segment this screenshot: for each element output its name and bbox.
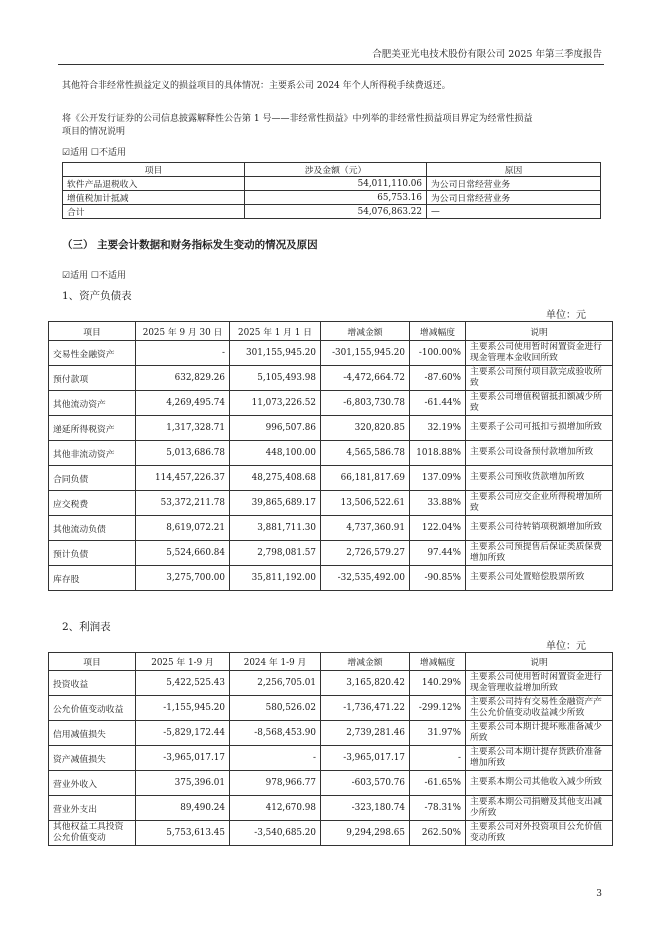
column-header: 项目 [49,322,136,341]
table-cell: 预计负债 [49,541,136,566]
column-header: 涉及金额（元） [245,163,427,177]
page-number: 3 [596,889,602,899]
table-cell: 2,726,579.27 [321,541,410,566]
table-cell: 递延所得税资产 [49,416,136,441]
table-cell: 其他权益工具投资公允价值变动 [49,821,136,846]
table-cell: 114,457,226.37 [136,466,230,491]
table-cell: 54,076,863.22 [245,205,427,219]
table-cell: - [230,746,321,771]
table-cell: 资产减值损失 [49,746,136,771]
applicable-checkbox-1: ☑适用 ☐不适用 [62,148,126,158]
column-header: 增减幅度 [410,653,466,671]
table-row [49,746,613,771]
table-cell: 5,105,493.98 [230,366,321,391]
recurring-items-table [62,162,601,219]
table-cell: -90.85% [410,566,466,591]
table-cell: 主要系公司处置赔偿股票所致 [466,566,613,591]
column-header: 2025 年 1 月 1 日 [230,322,321,341]
column-header: 增减金额 [321,322,410,341]
table-cell: 其他流动负债 [49,516,136,541]
table-cell: 996,507.86 [230,416,321,441]
table-cell: 应交税费 [49,491,136,516]
reclassification-text-line2: 项目的情况说明 [62,127,126,137]
table-cell: - [136,341,230,366]
table-cell: 主要系子公司可抵扣亏损增加所致 [466,416,613,441]
table-cell: 合计 [63,205,245,219]
column-header: 原因 [427,163,601,177]
column-header: 增减幅度 [410,322,466,341]
table-cell: 2,798,081.57 [230,541,321,566]
reclassification-text-line1: 将《公开发行证券的公司信息披露解释性公告第 1 号——非经常性损益》中列举的非经常性损益项目界定为经常性损益 [62,114,533,124]
table-cell: 4,737,360.91 [321,516,410,541]
table-cell: 为公司日常经营业务 [427,177,601,191]
table-cell: -4,472,664.72 [321,366,410,391]
table-cell: 448,100.00 [230,441,321,466]
table-cell: 主要系公司设备预付款增加所致 [466,441,613,466]
table-cell: 66,181,817.69 [321,466,410,491]
table-cell: 3,275,700.00 [136,566,230,591]
table-cell: -3,965,017.17 [136,746,230,771]
table-row [49,771,613,796]
column-header: 2025 年 9 月 30 日 [136,322,230,341]
table-row [49,391,613,416]
table-cell: 主要系公司本期计提坏账准备减少所致 [466,721,613,746]
table-cell: -299.12% [410,696,466,721]
table-cell: 主要系公司对外投资项目公允价值变动所致 [466,821,613,846]
table-cell: 主要系公司预收货款增加所致 [466,466,613,491]
table-cell: 48,275,408.68 [230,466,321,491]
table-cell: 其他流动资产 [49,391,136,416]
document-title: 合肥美亚光电技术股份有限公司 2025 年第三季度报告 [372,49,602,60]
table-cell: 137.09% [410,466,466,491]
table-row [49,466,613,491]
header-divider [58,64,604,65]
table-cell: -61.65% [410,771,466,796]
balance-sheet-subtitle: 1、资产负债表 [62,290,132,302]
table-cell: -32,535,492.00 [321,566,410,591]
table-cell: 主要系公司预付项目款完成验收所致 [466,366,613,391]
applicable-checkbox-2: ☑适用 ☐不适用 [62,271,126,281]
table-row [49,341,613,366]
table-row [49,441,613,466]
table-cell: — [427,205,601,219]
table-cell: 140.29% [410,671,466,696]
table-row [49,696,613,721]
table-cell: 主要系公司增值税留抵扣额减少所致 [466,391,613,416]
table-cell: - [410,746,466,771]
table-header-row [49,322,613,341]
table-cell: 978,966.77 [230,771,321,796]
table-cell: 投资收益 [49,671,136,696]
table-cell: 交易性金融资产 [49,341,136,366]
table-cell: 主要系公司持有交易性金融资产产生公允价值变动收益减少所致 [466,696,613,721]
table-cell: -5,829,172.44 [136,721,230,746]
table-header-row [63,163,601,177]
table-cell: 为公司日常经营业务 [427,191,601,205]
table-row [49,491,613,516]
table-cell: -3,965,017.17 [321,746,410,771]
table-cell: 5,013,686.78 [136,441,230,466]
table-cell: 32.19% [410,416,466,441]
table-cell: 营业外收入 [49,771,136,796]
column-header: 2024 年 1-9 月 [230,653,321,671]
section-heading: （三） 主要会计数据和财务指标发生变动的情况及原因 [62,239,318,251]
table-cell: -323,180.74 [321,796,410,821]
table-row [63,191,601,205]
table-row [49,671,613,696]
table-cell: 9,294,298.65 [321,821,410,846]
table-cell: -78.31% [410,796,466,821]
table-cell: 53,372,211.78 [136,491,230,516]
table-cell: 1,317,328.71 [136,416,230,441]
table-cell: -301,155,945.20 [321,341,410,366]
table-cell: 4,269,495.74 [136,391,230,416]
table-cell: 增值税加计抵减 [63,191,245,205]
table-cell: -1,155,945.20 [136,696,230,721]
table-cell: 33.88% [410,491,466,516]
column-header: 说明 [466,322,613,341]
table-cell: 412,670.98 [230,796,321,821]
table-cell: 5,524,660.84 [136,541,230,566]
table-cell: 公允价值变动收益 [49,696,136,721]
table-cell: 2,256,705.01 [230,671,321,696]
table-row [49,516,613,541]
table-cell: 2,739,281.46 [321,721,410,746]
table-cell: 3,165,820.42 [321,671,410,696]
balance-sheet-table [48,321,613,591]
table-cell: 35,811,192.00 [230,566,321,591]
table-cell: 13,506,522.61 [321,491,410,516]
table-cell: 39,865,689.17 [230,491,321,516]
table-cell: -8,568,453.90 [230,721,321,746]
table-row [63,205,601,219]
balance-unit-label: 单位：元 [546,310,586,321]
table-cell: 预付款项 [49,366,136,391]
table-row [49,821,613,846]
table-cell: -1,736,471.22 [321,696,410,721]
column-header: 项目 [49,653,136,671]
column-header: 说明 [466,653,613,671]
table-cell: 主要系公司使用暂时闲置资金进行现金管理收益增加所致 [466,671,613,696]
table-cell: -6,803,730.78 [321,391,410,416]
table-cell: -3,540,685.20 [230,821,321,846]
table-cell: 580,526.02 [230,696,321,721]
table-cell: 主要系公司应交企业所得税增加所致 [466,491,613,516]
income-unit-label: 单位：元 [546,641,586,652]
table-cell: 4,565,586.78 [321,441,410,466]
table-row [63,177,601,191]
table-cell: 65,753.16 [245,191,427,205]
income-statement-table [48,652,613,846]
table-header-row [49,653,613,671]
table-cell: 301,155,945.20 [230,341,321,366]
table-cell: -603,570.76 [321,771,410,796]
table-row [49,541,613,566]
table-cell: 主要系公司预提售后保证类质保费增加所致 [466,541,613,566]
column-header: 2025 年 1-9 月 [136,653,230,671]
table-cell: 3,881,711.30 [230,516,321,541]
table-row [49,366,613,391]
table-cell: 软件产品退税收入 [63,177,245,191]
table-row [49,416,613,441]
table-cell: 320,820.85 [321,416,410,441]
income-statement-subtitle: 2、利润表 [62,621,111,633]
table-cell: 632,829.26 [136,366,230,391]
table-cell: -100.00% [410,341,466,366]
table-cell: -87.60% [410,366,466,391]
table-row [49,721,613,746]
table-cell: 合同负债 [49,466,136,491]
table-cell: 主要系本期公司其他收入减少所致 [466,771,613,796]
table-cell: 营业外支出 [49,796,136,821]
table-cell: 375,396.01 [136,771,230,796]
table-cell: 122.04% [410,516,466,541]
table-cell: 31.97% [410,721,466,746]
table-cell: 主要系公司使用暂时闲置资金进行现金管理本金收回所致 [466,341,613,366]
table-cell: 89,490.24 [136,796,230,821]
table-cell: 主要系公司本期计提存货跌价准备增加所致 [466,746,613,771]
column-header: 增减金额 [321,653,410,671]
table-cell: 1018.88% [410,441,466,466]
table-cell: 其他非流动资产 [49,441,136,466]
table-row [49,566,613,591]
nonrecurring-detail-text: 其他符合非经常性损益定义的损益项目的具体情况：主要系公司 2024 年个人所得税手续费返还。 [62,81,451,91]
table-cell: 库存股 [49,566,136,591]
table-cell: 主要系本期公司捐赠及其他支出减少所致 [466,796,613,821]
table-cell: 5,422,525.43 [136,671,230,696]
table-cell: 5,753,613.45 [136,821,230,846]
table-cell: 主要系公司待转销项税额增加所致 [466,516,613,541]
table-cell: -61.44% [410,391,466,416]
table-row [49,796,613,821]
table-cell: 97.44% [410,541,466,566]
table-cell: 262.50% [410,821,466,846]
table-cell: 信用减值损失 [49,721,136,746]
table-cell: 8,619,072.21 [136,516,230,541]
table-cell: 11,073,226.52 [230,391,321,416]
table-cell: 54,011,110.06 [245,177,427,191]
column-header: 项目 [63,163,245,177]
